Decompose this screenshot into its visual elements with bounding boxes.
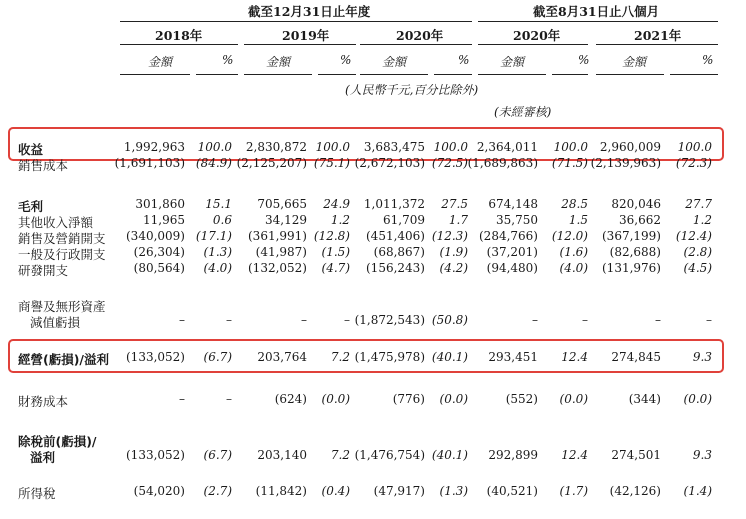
percent-cell: (1.6) xyxy=(559,245,588,259)
percent-cell: (1.7) xyxy=(559,484,588,498)
percent-cell: 12.4 xyxy=(561,448,588,462)
percent-column-header: % xyxy=(578,53,590,67)
amount-column-header: 金額 xyxy=(500,55,525,69)
percent-cell: 12.4 xyxy=(561,350,588,364)
amount-cell: (80,564) xyxy=(133,261,185,275)
year-rule-2019 xyxy=(244,44,356,45)
row-label-continued: 減值虧損 xyxy=(30,315,81,330)
subheader-rule xyxy=(596,74,664,75)
amount-cell: (40,521) xyxy=(486,484,538,498)
amount-column-header: 金額 xyxy=(148,55,173,69)
amount-cell: – xyxy=(301,313,307,327)
amount-cell: 2,364,011 xyxy=(476,140,538,154)
year-2020-eight: 2020年 xyxy=(513,28,561,43)
percent-cell: (4.0) xyxy=(559,261,588,275)
subheader-rule xyxy=(318,74,356,75)
amount-cell: (1,476,754) xyxy=(354,448,425,462)
row-label: 所得稅 xyxy=(18,486,56,501)
percent-cell: 0.6 xyxy=(212,213,232,227)
amount-cell: – xyxy=(179,392,185,406)
amount-cell: (1,691,103) xyxy=(114,156,185,170)
subheader-rule xyxy=(360,74,428,75)
header-rule-full-year xyxy=(120,21,472,22)
percent-cell: – xyxy=(582,313,588,327)
percent-cell: (75.1) xyxy=(313,156,350,170)
amount-cell: 34,129 xyxy=(265,213,307,227)
percent-cell: 7.2 xyxy=(330,350,350,364)
year-2021-eight: 2021年 xyxy=(634,28,682,43)
percent-cell: 100.0 xyxy=(197,140,232,154)
percent-cell: 1.7 xyxy=(448,213,468,227)
unit-note: (人民幣千元,百分比除外) xyxy=(345,83,479,97)
percent-cell: (50.8) xyxy=(431,313,468,327)
percent-cell: – xyxy=(226,313,232,327)
percent-cell: (0.0) xyxy=(559,392,588,406)
amount-cell: (1,475,978) xyxy=(354,350,425,364)
amount-cell: (361,991) xyxy=(248,229,307,243)
amount-cell: (340,009) xyxy=(126,229,185,243)
amount-cell: (624) xyxy=(274,392,307,406)
percent-cell: 100.0 xyxy=(315,140,350,154)
percent-column-header: % xyxy=(222,53,234,67)
amount-cell: (54,020) xyxy=(133,484,185,498)
percent-cell: (72.5) xyxy=(431,156,468,170)
year-rule-2020-full xyxy=(360,44,472,45)
amount-cell: 3,683,475 xyxy=(363,140,425,154)
percent-cell: 1.5 xyxy=(568,213,588,227)
amount-cell: 274,501 xyxy=(611,448,661,462)
amount-cell: 292,899 xyxy=(488,448,538,462)
row-label: 財務成本 xyxy=(18,394,69,409)
amount-cell: (133,052) xyxy=(126,448,185,462)
amount-cell: (68,867) xyxy=(373,245,425,259)
unaudited-note: (未經審核) xyxy=(494,105,552,119)
amount-cell: (42,126) xyxy=(609,484,661,498)
percent-cell: 1.2 xyxy=(330,213,350,227)
percent-cell: – xyxy=(344,313,350,327)
amount-cell: (37,201) xyxy=(486,245,538,259)
percent-cell: (2.7) xyxy=(203,484,232,498)
percent-cell: 28.5 xyxy=(561,197,588,211)
percent-cell: 1.2 xyxy=(692,213,712,227)
amount-cell: 203,140 xyxy=(257,448,307,462)
amount-cell: (776) xyxy=(392,392,425,406)
amount-cell: (344) xyxy=(628,392,661,406)
amount-cell: 820,046 xyxy=(611,197,661,211)
percent-cell: (0.0) xyxy=(439,392,468,406)
amount-cell: 274,845 xyxy=(611,350,661,364)
percent-cell: (4.0) xyxy=(203,261,232,275)
amount-cell: (47,917) xyxy=(373,484,425,498)
period-header-eight-months: 截至8月31日止八個月 xyxy=(533,4,660,19)
percent-cell: (72.3) xyxy=(675,156,712,170)
percent-cell: (0.0) xyxy=(683,392,712,406)
amount-cell: (41,987) xyxy=(255,245,307,259)
year-rule-2020-eight xyxy=(478,44,588,45)
percent-cell: 15.1 xyxy=(205,197,232,211)
amount-cell: (2,672,103) xyxy=(354,156,425,170)
amount-cell: – xyxy=(532,313,538,327)
subheader-rule xyxy=(434,74,472,75)
year-2019: 2019年 xyxy=(282,28,330,43)
subheader-rule xyxy=(670,74,718,75)
amount-column-header: 金額 xyxy=(266,55,291,69)
amount-cell: 2,960,009 xyxy=(599,140,661,154)
amount-cell: (156,243) xyxy=(366,261,425,275)
percent-cell: 100.0 xyxy=(677,140,712,154)
percent-column-header: % xyxy=(458,53,470,67)
subheader-rule xyxy=(120,74,190,75)
percent-cell: (1.5) xyxy=(321,245,350,259)
amount-cell: (552) xyxy=(505,392,538,406)
amount-cell: (26,304) xyxy=(133,245,185,259)
period-header-full-year: 截至12月31日止年度 xyxy=(248,4,371,19)
percent-cell: (1.3) xyxy=(439,484,468,498)
amount-cell: 203,764 xyxy=(257,350,307,364)
amount-cell: (82,688) xyxy=(609,245,661,259)
year-rule-2021-eight xyxy=(596,44,718,45)
percent-cell: (4.7) xyxy=(321,261,350,275)
row-label: 收益 xyxy=(18,142,44,157)
row-label: 商譽及無形資產 xyxy=(18,299,106,314)
amount-cell: 11,965 xyxy=(143,213,185,227)
amount-cell: 36,662 xyxy=(619,213,661,227)
year-2018: 2018年 xyxy=(155,28,203,43)
percent-cell: (84.9) xyxy=(195,156,232,170)
percent-cell: 27.7 xyxy=(685,197,712,211)
row-label-continued: 溢利 xyxy=(30,450,56,465)
percent-column-header: % xyxy=(702,53,714,67)
percent-cell: (40.1) xyxy=(431,350,468,364)
percent-cell: – xyxy=(706,313,712,327)
amount-cell: 35,750 xyxy=(496,213,538,227)
row-label: 銷售成本 xyxy=(18,158,69,173)
amount-cell: – xyxy=(179,313,185,327)
amount-cell: (451,406) xyxy=(366,229,425,243)
percent-cell: 100.0 xyxy=(433,140,468,154)
amount-cell: (2,125,207) xyxy=(236,156,307,170)
percent-cell: 27.5 xyxy=(441,197,468,211)
amount-cell: (284,766) xyxy=(479,229,538,243)
percent-cell: (12.8) xyxy=(313,229,350,243)
amount-cell: – xyxy=(655,313,661,327)
subheader-rule xyxy=(552,74,588,75)
amount-cell: (133,052) xyxy=(126,350,185,364)
subheader-rule xyxy=(478,74,546,75)
amount-cell: 2,830,872 xyxy=(245,140,307,154)
amount-cell: 674,148 xyxy=(488,197,538,211)
percent-column-header: % xyxy=(340,53,352,67)
row-label: 一般及行政開支 xyxy=(18,247,106,262)
amount-cell: 61,709 xyxy=(383,213,425,227)
percent-cell: (6.7) xyxy=(203,350,232,364)
amount-cell: 293,451 xyxy=(488,350,538,364)
percent-cell: (12.0) xyxy=(551,229,588,243)
percent-cell: 24.9 xyxy=(323,197,350,211)
year-2020-full: 2020年 xyxy=(396,28,444,43)
amount-cell: 1,992,963 xyxy=(123,140,185,154)
row-label: 經營(虧損)/溢利 xyxy=(18,352,109,367)
percent-cell: (6.7) xyxy=(203,448,232,462)
percent-cell: (0.4) xyxy=(321,484,350,498)
amount-cell: 1,011,372 xyxy=(363,197,425,211)
percent-cell: 100.0 xyxy=(553,140,588,154)
percent-cell: (0.0) xyxy=(321,392,350,406)
percent-cell: 9.3 xyxy=(692,448,712,462)
percent-cell: (12.3) xyxy=(431,229,468,243)
amount-column-header: 金額 xyxy=(622,55,647,69)
percent-cell: (1.3) xyxy=(203,245,232,259)
percent-cell: 7.2 xyxy=(330,448,350,462)
amount-cell: (132,052) xyxy=(248,261,307,275)
percent-cell: (40.1) xyxy=(431,448,468,462)
percent-cell: (17.1) xyxy=(195,229,232,243)
row-label: 毛利 xyxy=(18,199,44,214)
header-rule-eight-months xyxy=(478,21,718,22)
percent-cell: (12.4) xyxy=(675,229,712,243)
amount-column-header: 金額 xyxy=(382,55,407,69)
percent-cell: (2.8) xyxy=(683,245,712,259)
row-label: 銷售及營銷開支 xyxy=(18,231,106,246)
amount-cell: (1,872,543) xyxy=(354,313,425,327)
amount-cell: (131,976) xyxy=(602,261,661,275)
percent-cell: (1.9) xyxy=(439,245,468,259)
year-rule-2018 xyxy=(120,44,238,45)
amount-cell: (11,842) xyxy=(255,484,307,498)
percent-cell: – xyxy=(226,392,232,406)
amount-cell: (2,139,963) xyxy=(590,156,661,170)
amount-cell: (367,199) xyxy=(602,229,661,243)
percent-cell: (4.5) xyxy=(683,261,712,275)
amount-cell: 301,860 xyxy=(135,197,185,211)
subheader-rule xyxy=(244,74,312,75)
amount-cell: (1,689,863) xyxy=(467,156,538,170)
row-label: 除稅前(虧損)/ xyxy=(18,434,97,449)
percent-cell: 9.3 xyxy=(692,350,712,364)
percent-cell: (1.4) xyxy=(683,484,712,498)
percent-cell: (71.5) xyxy=(551,156,588,170)
subheader-rule xyxy=(196,74,238,75)
amount-cell: 705,665 xyxy=(257,197,307,211)
row-label: 其他收入淨額 xyxy=(18,215,94,230)
percent-cell: (4.2) xyxy=(439,261,468,275)
row-label: 研發開支 xyxy=(18,263,69,278)
amount-cell: (94,480) xyxy=(486,261,538,275)
